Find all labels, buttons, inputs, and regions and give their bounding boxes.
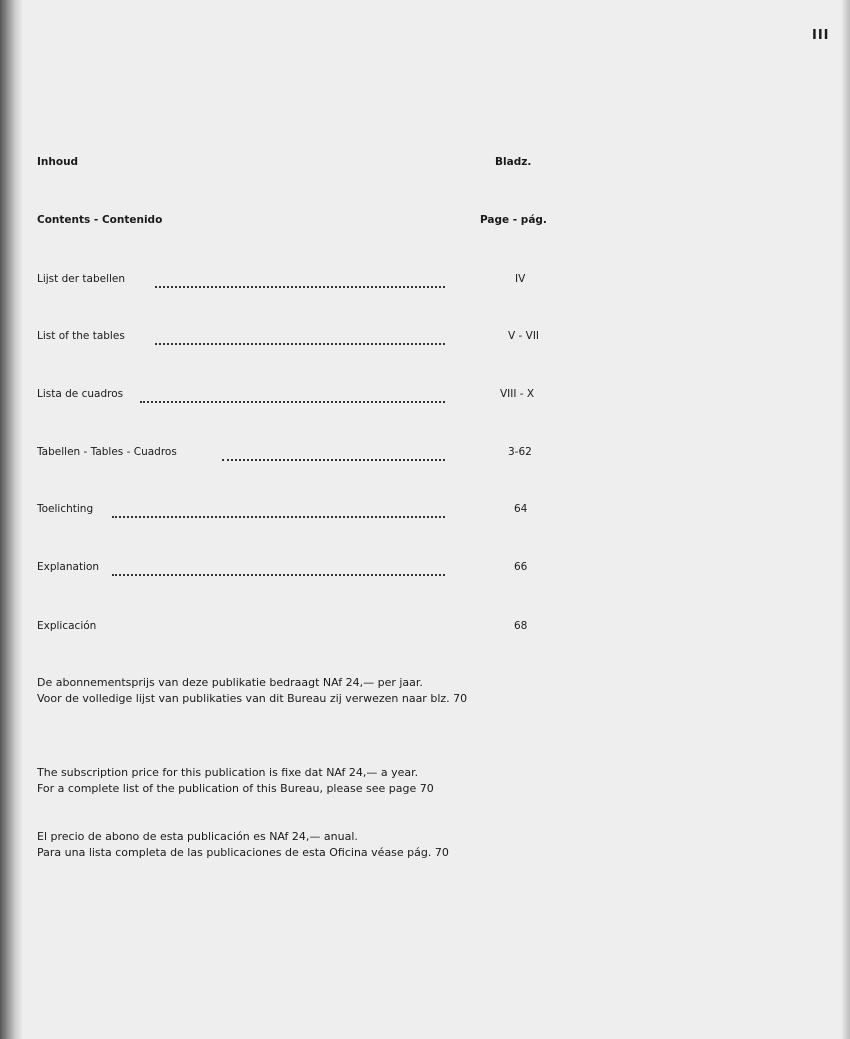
toc-label: Explanation xyxy=(37,561,100,573)
toc-label: Tabellen - Tables - Cuadros xyxy=(37,446,177,458)
leader-dots xyxy=(140,401,445,403)
toc-page: 3-62 xyxy=(508,446,532,458)
toc-label: List of the tables xyxy=(37,330,125,342)
toc-page: V - VII xyxy=(508,330,540,342)
note-english xyxy=(37,765,434,797)
toc-label: Toelichting xyxy=(37,503,94,515)
toc-page: 66 xyxy=(514,561,528,573)
leader-dots xyxy=(112,574,445,576)
note-line: For a complete list of the publication of this Bureau, please see page 70 xyxy=(37,782,434,795)
page-number: III xyxy=(812,28,830,43)
page-edge xyxy=(842,0,850,1039)
leader-dots xyxy=(155,343,445,345)
note-line: Para una lista completa de las publicaciones de esta Oficina véase pág. 70 xyxy=(37,846,449,859)
toc-page: 68 xyxy=(514,620,528,632)
toc-page: VIII - X xyxy=(500,388,535,400)
document-page xyxy=(18,0,850,1039)
heading-inhoud: Inhoud xyxy=(37,156,79,168)
heading-page: Page - pág. xyxy=(480,214,547,226)
leader-dots xyxy=(222,459,445,461)
note-dutch xyxy=(37,675,467,707)
toc-label: Lijst der tabellen xyxy=(37,273,126,285)
heading-contents: Contents - Contenido xyxy=(37,214,163,226)
note-line: The subscription price for this publication is fixe dat NAf 24,— a year. xyxy=(37,766,419,779)
leader-dots xyxy=(112,516,445,518)
leader-dots xyxy=(155,286,445,288)
note-spanish xyxy=(37,829,449,861)
note-line: Voor de volledige lijst van publikaties van dit Bureau zij verwezen naar blz. 70 xyxy=(37,692,468,705)
toc-label: Lista de cuadros xyxy=(37,388,124,400)
toc-page: IV xyxy=(515,273,526,285)
heading-bladz: Bladz. xyxy=(495,156,532,168)
note-line: El precio de abono de esta publicación es NAf 24,— anual. xyxy=(37,830,358,843)
page-binding xyxy=(0,0,22,1039)
toc-label: Explicación xyxy=(37,620,97,632)
toc-page: 64 xyxy=(514,503,528,515)
note-line: De abonnementsprijs van deze publikatie bedraagt NAf 24,— per jaar. xyxy=(37,676,423,689)
